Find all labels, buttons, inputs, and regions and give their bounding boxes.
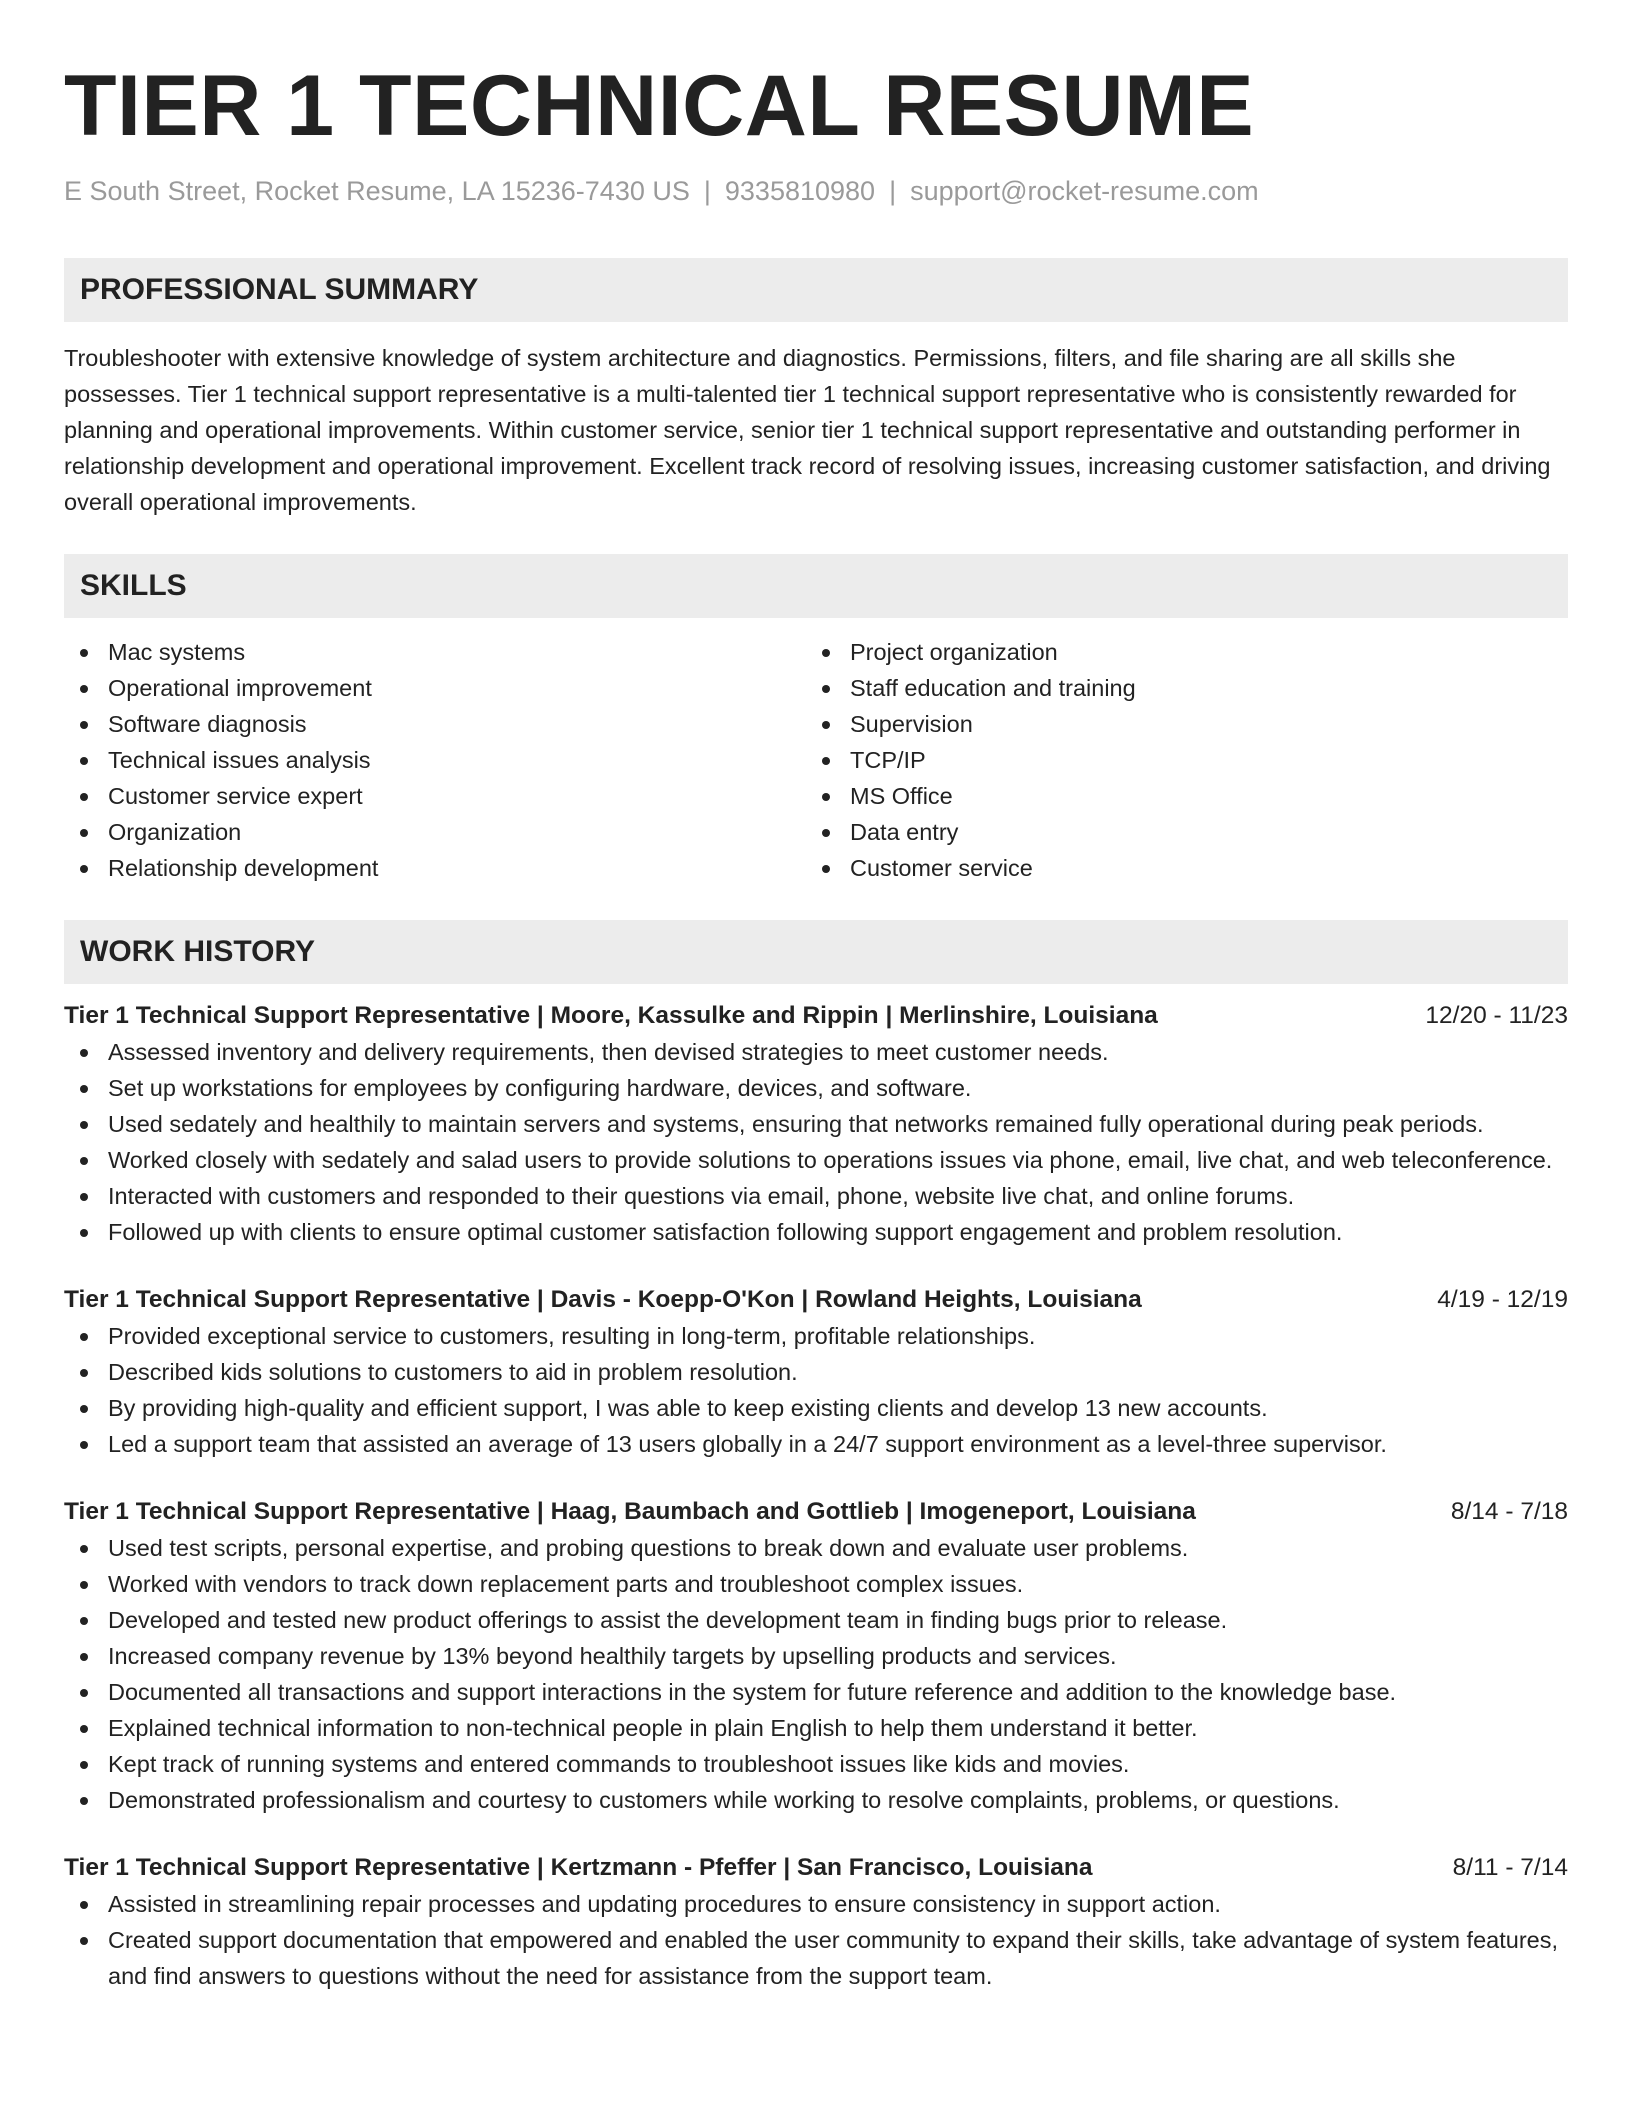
job-title: Tier 1 Technical Support Representative | Haag, Baumbach and Gottlieb | Imogeneport, Louisiana [64, 1498, 1196, 1525]
job-bullet-list [64, 1530, 1568, 1818]
job-bullet: Provided exceptional service to customers, resulting in long-term, profitable relationships. [64, 1318, 1568, 1354]
job-dates: 12/20 - 11/23 [1425, 1002, 1568, 1029]
job-bullet: Used test scripts, personal expertise, and probing questions to break down and evaluate user problems. [64, 1530, 1568, 1566]
job-bullet: Demonstrated professionalism and courtesy to customers while working to resolve complaints, problems, or questions. [64, 1782, 1568, 1818]
skill-item: Customer service [806, 850, 1548, 886]
contact-separator: | [889, 176, 897, 206]
skill-item: Operational improvement [64, 670, 806, 706]
skill-item: Technical issues analysis [64, 742, 806, 778]
skill-item: Data entry [806, 814, 1548, 850]
job-bullet: Worked closely with sedately and salad users to provide solutions to operations issues via phone, email, live chat, and web teleconference. [64, 1142, 1568, 1178]
job-header [64, 1494, 1568, 1530]
skill-item: TCP/IP [806, 742, 1548, 778]
section-heading-summary: PROFESSIONAL SUMMARY [64, 258, 1568, 322]
job-bullet-list [64, 1034, 1568, 1250]
job-bullet: Created support documentation that empowered and enabled the user community to expand their skills, take advantage of system features, and find answers to questions without the need for assistance from the support team. [64, 1922, 1568, 1994]
skills-column-right [806, 634, 1548, 886]
job-bullet: Followed up with clients to ensure optimal customer satisfaction following support engagement and problem resolution. [64, 1214, 1568, 1250]
job-dates: 8/11 - 7/14 [1452, 1854, 1568, 1881]
job-bullet: Assessed inventory and delivery requirements, then devised strategies to meet customer needs. [64, 1034, 1568, 1070]
job-title: Tier 1 Technical Support Representative | Moore, Kassulke and Rippin | Merlinshire, Louisiana [64, 1002, 1158, 1029]
job-bullet-list [64, 1886, 1568, 1994]
job-bullet: By providing high-quality and efficient support, I was able to keep existing clients and develop 13 new accounts. [64, 1390, 1568, 1426]
job-title: Tier 1 Technical Support Representative | Kertzmann - Pfeffer | San Francisco, Louisiana [64, 1854, 1093, 1881]
job-bullet: Led a support team that assisted an average of 13 users globally in a 24/7 support environment as a level-three supervisor. [64, 1426, 1568, 1462]
job-bullet: Interacted with customers and responded to their questions via email, phone, website live chat, and online forums. [64, 1178, 1568, 1214]
contact-line [64, 174, 1568, 208]
job-bullet: Worked with vendors to track down replacement parts and troubleshoot complex issues. [64, 1566, 1568, 1602]
skill-item: MS Office [806, 778, 1548, 814]
skill-item: Mac systems [64, 634, 806, 670]
job-header [64, 998, 1568, 1034]
skill-item: Supervision [806, 706, 1548, 742]
job-header [64, 1850, 1568, 1886]
job-header [64, 1282, 1568, 1318]
skill-item: Staff education and training [806, 670, 1548, 706]
job-bullet: Described kids solutions to customers to aid in problem resolution. [64, 1354, 1568, 1390]
contact-separator: | [703, 176, 711, 206]
job-bullet: Increased company revenue by 13% beyond healthily targets by upselling products and services. [64, 1638, 1568, 1674]
section-heading-work-history: WORK HISTORY [64, 920, 1568, 984]
skill-item: Organization [64, 814, 806, 850]
job-bullet: Used sedately and healthily to maintain servers and systems, ensuring that networks remained fully operational during peak periods. [64, 1106, 1568, 1142]
skill-item: Project organization [806, 634, 1548, 670]
skill-item: Software diagnosis [64, 706, 806, 742]
job-bullet: Kept track of running systems and entered commands to troubleshoot issues like kids and movies. [64, 1746, 1568, 1782]
job-bullet: Set up workstations for employees by configuring hardware, devices, and software. [64, 1070, 1568, 1106]
skills-list [64, 634, 1568, 886]
job-dates: 8/14 - 7/18 [1450, 1498, 1568, 1525]
skill-item: Relationship development [64, 850, 806, 886]
job-bullet: Explained technical information to non-technical people in plain English to help them understand it better. [64, 1710, 1568, 1746]
summary-text: Troubleshooter with extensive knowledge of system architecture and diagnostics. Permissions, filters, and file sharing are all skills she possesses. Tier 1 technical support representative is a multi-talented tier 1 technical support representative who is consistently rewarded for planning and operational improvements. Within customer service, senior tier 1 technical support representative and outstanding performer in relationship development and operational improvement. Excellent track record of resolving issues, increasing customer satisfaction, and driving overall operational improvements. [64, 345, 1551, 515]
job-bullet: Developed and tested new product offerings to assist the development team in finding bugs prior to release. [64, 1602, 1568, 1638]
contact-email: support@rocket-resume.com [910, 176, 1259, 206]
skills-column-left [64, 634, 806, 886]
job-bullet: Assisted in streamlining repair processes and updating procedures to ensure consistency in support action. [64, 1886, 1568, 1922]
skill-item: Customer service expert [64, 778, 806, 814]
work-history-list [64, 998, 1568, 1994]
job-dates: 4/19 - 12/19 [1437, 1286, 1568, 1313]
section-heading-skills: SKILLS [64, 554, 1568, 618]
contact-phone: 9335810980 [724, 176, 876, 206]
resume-title: TIER 1 TECHNICAL RESUME [64, 58, 1255, 154]
contact-address: E South Street, Rocket Resume, LA 15236-7430 US [64, 176, 690, 206]
job-title: Tier 1 Technical Support Representative | Davis - Koepp-O'Kon | Rowland Heights, Louisiana [64, 1286, 1142, 1313]
job-bullet: Documented all transactions and support interactions in the system for future reference and addition to the knowledge base. [64, 1674, 1568, 1710]
job-bullet-list [64, 1318, 1568, 1462]
